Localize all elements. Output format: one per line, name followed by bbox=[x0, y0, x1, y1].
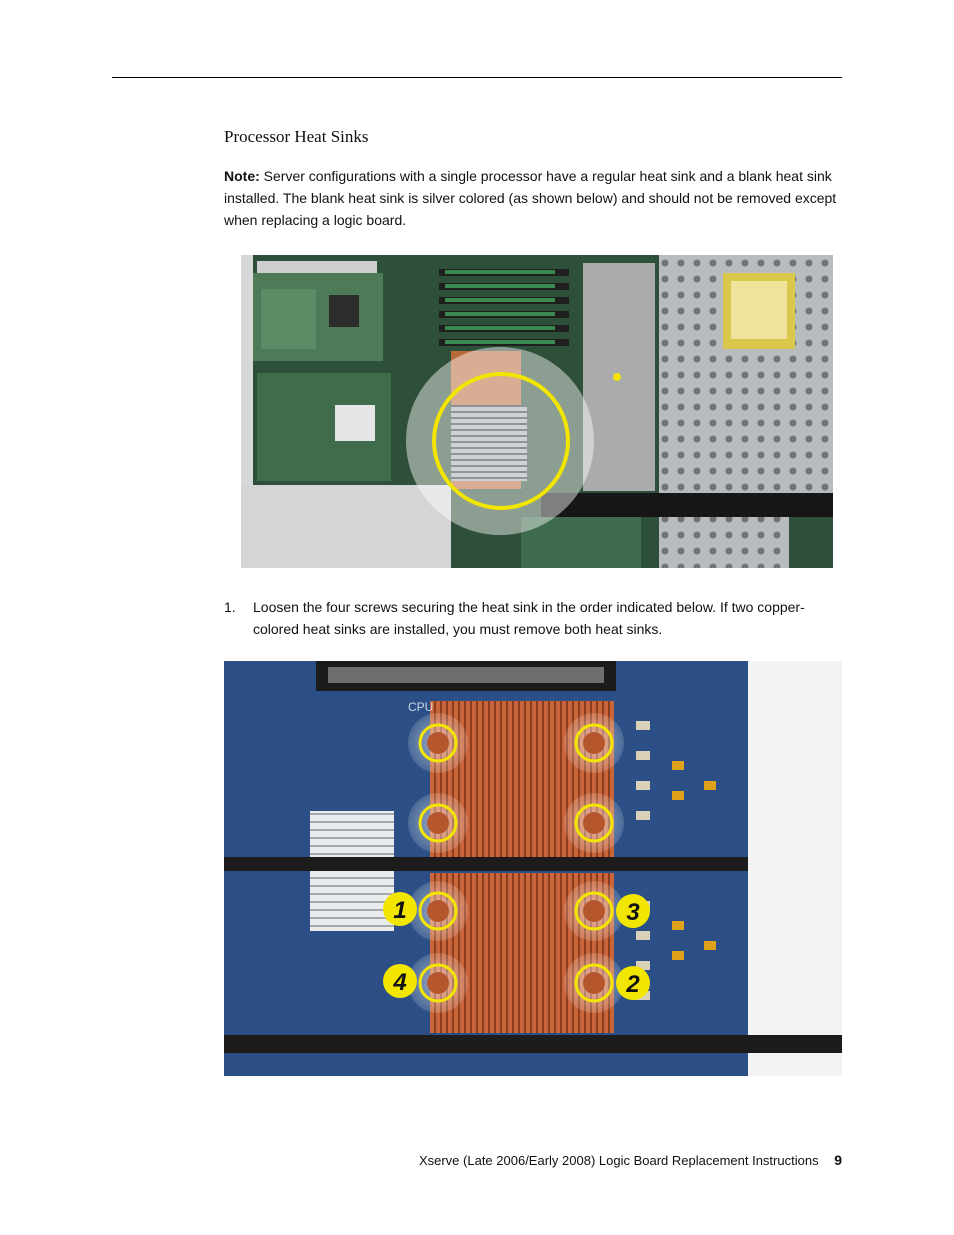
callout-1 bbox=[383, 892, 417, 926]
figure-heat-sink-screws bbox=[224, 661, 842, 1076]
note-label: Note: bbox=[224, 168, 260, 184]
server-interior-photo bbox=[241, 255, 833, 568]
callout-1-label: 1 bbox=[393, 897, 407, 924]
note-paragraph bbox=[224, 165, 844, 231]
top-rule bbox=[112, 77, 842, 78]
section-title: Processor Heat Sinks bbox=[224, 127, 369, 146]
callout-4-label: 4 bbox=[393, 969, 407, 996]
board-label-cpu: CPU bbox=[408, 700, 434, 714]
callout-2-label: 2 bbox=[626, 971, 640, 998]
callout-2 bbox=[616, 966, 650, 1000]
footer-title: Xserve (Late 2006/Early 2008) Logic Board Replacement Instructions bbox=[418, 1153, 819, 1168]
step-number: 1. bbox=[224, 599, 236, 615]
step-text: Loosen the four screws securing the heat sink in the order indicated below. If two copper-colored heat sinks are installed, you must remove both heat sinks. bbox=[253, 599, 805, 637]
callout-3-label: 3 bbox=[626, 899, 640, 926]
callout-4 bbox=[383, 964, 417, 998]
page-footer bbox=[419, 1152, 842, 1168]
note-text: Server configurations with a single processor have a regular heat sink and a blank heat sink installed. The blank heat sink is silver colored (as shown below) and should not be removed except when replacing a logic board. bbox=[224, 168, 837, 228]
heat-sink-photo bbox=[224, 661, 842, 1076]
page-number: 9 bbox=[834, 1152, 842, 1168]
callout-3 bbox=[616, 894, 650, 928]
figure-server-interior bbox=[241, 255, 833, 568]
